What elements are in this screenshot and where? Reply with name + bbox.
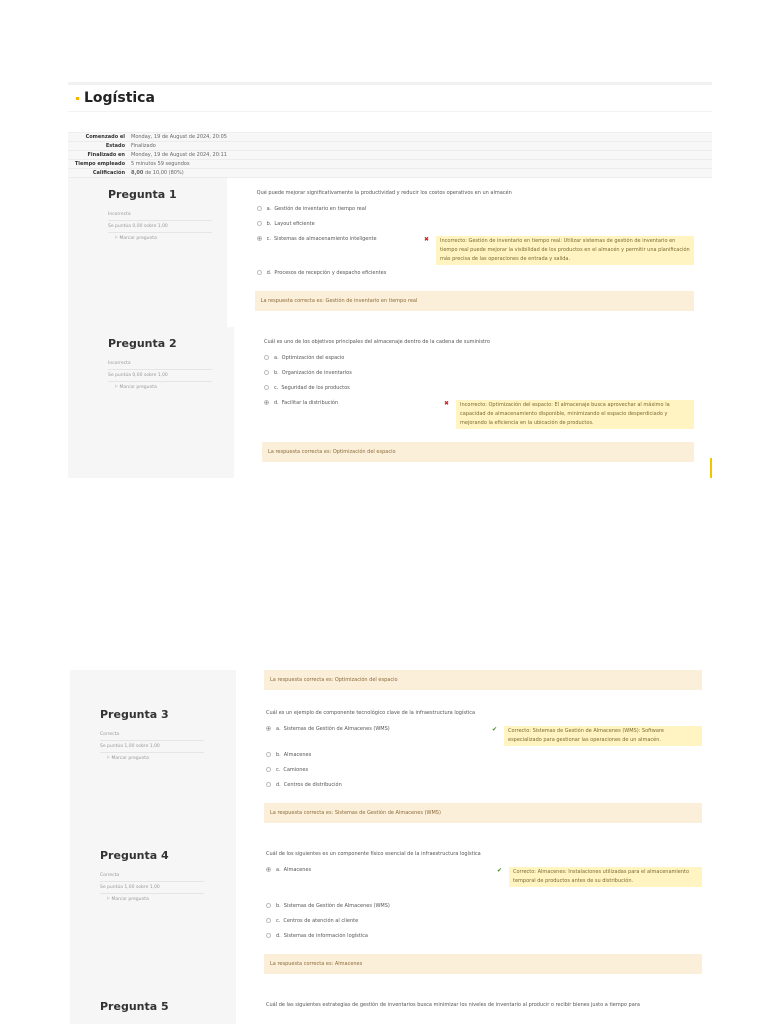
- question-text: Cuál de las siguientes estrategias de gestión de inventarios busca minimizar los niveles de inventario al producir o recibir bienes justo a tiempo para: [266, 1002, 640, 1008]
- summary-row: [68, 151, 712, 160]
- question-info-panel: [70, 698, 236, 839]
- answer-option[interactable]: [266, 918, 702, 933]
- correct-answer-box: La respuesta correcta es: Optimización del espacio: [264, 670, 702, 690]
- incorrect-icon: ✖: [444, 400, 450, 407]
- page-header: [68, 85, 712, 111]
- option-text: Procesos de recepción y despacho eficientes: [274, 270, 387, 276]
- question-content: [236, 990, 720, 1024]
- question-content: [236, 698, 720, 839]
- answer-option[interactable]: [266, 782, 702, 797]
- question-4: [70, 839, 720, 990]
- correct-answer-box: La respuesta correcta es: Sistemas de Gestión de Almacenes (WMS): [264, 803, 702, 823]
- flag-question-link[interactable]: ⚐ Marcar pregunta: [114, 385, 157, 390]
- option-text: Gestión de inventario en tiempo real: [274, 206, 367, 212]
- answer-option-selected[interactable]: [266, 867, 702, 903]
- option-text: Almacenes: [283, 867, 312, 873]
- question-3: [70, 698, 720, 839]
- answer-option[interactable]: [264, 355, 694, 370]
- option-text: Seguridad de los productos: [281, 385, 350, 391]
- feedback: [497, 867, 702, 887]
- option-letter: c.: [276, 767, 281, 773]
- feedback-text: Incorrecto: Optimización del espacio: El almacenaje busca aprovechar al máximo la capacidad de almacenamiento disponible, minimizando el espacio desperdiciado y mejorando la eficiencia en la ubicación de productos.: [456, 400, 694, 429]
- question-text: Qué puede mejorar significativamente la productividad y reducir los costos operativos en un almacén: [256, 190, 512, 196]
- question-status: Incorrecta: [108, 358, 212, 370]
- option-text: Layout eficiente: [274, 221, 315, 227]
- question-content: [234, 327, 712, 478]
- flag-question-label: Marcar pregunta: [111, 756, 149, 761]
- summary-row: [68, 160, 712, 169]
- summary-value: 5 minutos 59 segundos: [128, 160, 712, 169]
- feedback-text: Correcto: Almacenes: Instalaciones utilizadas para el almacenamiento temporal de productos antes de su distribución.: [509, 867, 702, 887]
- option-letter: a.: [266, 206, 272, 212]
- correct-answer-box: La respuesta correcta es: Optimización del espacio: [262, 442, 694, 462]
- question-info-panel: [68, 178, 227, 327]
- question-text: Cuál de los siguientes es un componente físico esencial de la infraestructura logística: [266, 851, 481, 857]
- option-text: Sistemas de almacenamiento inteligente: [274, 236, 377, 242]
- question-content: [227, 178, 712, 327]
- question-text: Cuál es un ejemplo de componente tecnológico clave de la infraestructura logística: [266, 710, 476, 716]
- feedback: [424, 236, 694, 265]
- option-letter: d.: [276, 782, 281, 788]
- radio-button[interactable]: [266, 903, 271, 908]
- option-text: Organización de inventarios: [281, 370, 352, 376]
- option-text: Centros de distribución: [283, 782, 342, 788]
- question-info-panel: [70, 839, 236, 990]
- question-title: Pregunta 2: [108, 337, 177, 350]
- flag-question-link[interactable]: ⚐ Marcar pregunta: [106, 897, 149, 902]
- quiz-review-page-top: [68, 82, 712, 478]
- summary-key: Tiempo empleado: [68, 160, 128, 169]
- incorrect-icon: ✖: [424, 236, 430, 243]
- answer-option[interactable]: [257, 221, 694, 236]
- question-status: Correcta: [100, 729, 204, 741]
- page-title: Logística: [84, 90, 155, 106]
- title-bullet-icon: [76, 97, 79, 100]
- summary-row: [68, 142, 712, 151]
- header-band: [68, 111, 712, 133]
- feedback-text: Correcto: Sistemas de Gestión de Almacenes (WMS): Software especializado para gestionar las operaciones de un almacén.: [504, 726, 702, 746]
- radio-button[interactable]: [257, 270, 262, 275]
- question-text: Cuál es uno de los objetivos principales del almacenaje dentro de la cadena de suministro: [264, 339, 490, 345]
- question-1: [68, 178, 712, 327]
- flag-question-link[interactable]: ⚐ Marcar pregunta: [114, 236, 157, 241]
- feedback: [444, 400, 694, 429]
- option-letter: b.: [274, 370, 279, 376]
- grade-value: 8,00: [131, 170, 144, 176]
- flag-question-link[interactable]: ⚐ Marcar pregunta: [106, 756, 149, 761]
- answer-option-selected[interactable]: [264, 400, 694, 436]
- option-text: Sistemas de información logística: [283, 933, 368, 939]
- answer-option[interactable]: [266, 752, 702, 767]
- quiz-review-page-continued: [70, 670, 720, 1024]
- answer-option[interactable]: [264, 385, 694, 400]
- option-letter: c.: [276, 918, 281, 924]
- scroll-indicator: [710, 458, 712, 478]
- radio-button[interactable]: [266, 918, 271, 923]
- question-2-tail: [70, 670, 720, 698]
- option-letter: c.: [266, 236, 271, 242]
- radio-button[interactable]: [257, 221, 262, 226]
- answer-option-selected[interactable]: [257, 236, 694, 270]
- summary-value: Finalizado: [128, 142, 712, 151]
- question-status: Incorrecta: [108, 209, 212, 221]
- question-5: [70, 990, 720, 1024]
- option-text: Facilitar la distribución: [281, 400, 339, 406]
- radio-button-selected[interactable]: [257, 236, 262, 241]
- question-title: Pregunta 5: [100, 1000, 169, 1013]
- flag-question-label: Marcar pregunta: [119, 385, 157, 390]
- flag-question-label: Marcar pregunta: [111, 897, 149, 902]
- summary-row: [68, 133, 712, 142]
- feedback: [492, 726, 702, 746]
- flag-question-label: Marcar pregunta: [119, 236, 157, 241]
- grade-total: de 10,00 (80%): [144, 170, 184, 176]
- question-info-panel: [70, 990, 236, 1024]
- summary-key: Calificación: [68, 169, 128, 178]
- summary-key: Comenzado el: [68, 133, 128, 142]
- question-2: [68, 327, 712, 478]
- radio-button[interactable]: [266, 933, 271, 938]
- radio-button[interactable]: [266, 782, 271, 787]
- answer-option[interactable]: [257, 206, 694, 221]
- option-text: Camiones: [283, 767, 309, 773]
- radio-button-selected[interactable]: [266, 867, 271, 872]
- answer-option-selected[interactable]: [266, 726, 702, 752]
- option-letter: b.: [276, 903, 281, 909]
- correct-check-icon: ✔: [492, 726, 498, 733]
- question-score: Se puntúa 1,00 sobre 1,00: [100, 882, 204, 894]
- radio-button[interactable]: [266, 767, 271, 772]
- question-title: Pregunta 4: [100, 849, 169, 862]
- option-letter: a.: [276, 726, 281, 732]
- option-letter: d.: [274, 400, 279, 406]
- question-info-panel: [68, 327, 234, 478]
- radio-button[interactable]: [264, 370, 269, 375]
- feedback-text: Incorrecto: Gestión de inventario en tiempo real: Utilizar sistemas de gestión de inventario en tiempo real puede mejorar la visibilidad de los productos en el almacén y permitir una planificación más precisa de las operaciones de entrada y salida.: [436, 236, 694, 265]
- summary-key: Estado: [68, 142, 128, 151]
- option-letter: b.: [266, 221, 272, 227]
- radio-button-selected[interactable]: [264, 400, 269, 405]
- answer-option[interactable]: [264, 370, 694, 385]
- summary-value: Monday, 19 de August de 2024, 20:05: [128, 133, 712, 142]
- question-score: Se puntúa 0,00 sobre 1,00: [108, 221, 212, 233]
- summary-row: [68, 169, 712, 178]
- option-letter: c.: [274, 385, 279, 391]
- question-content: [236, 839, 720, 990]
- option-letter: a.: [274, 355, 279, 361]
- summary-value: Monday, 19 de August de 2024, 20:11: [128, 151, 712, 160]
- answer-option[interactable]: [257, 270, 694, 285]
- answer-option[interactable]: [266, 903, 702, 918]
- option-text: Sistemas de Gestión de Almacenes (WMS): [283, 903, 390, 909]
- question-score: Se puntúa 1,00 sobre 1,00: [100, 741, 204, 753]
- answer-option[interactable]: [266, 767, 702, 782]
- attempt-summary-table: [68, 133, 712, 178]
- summary-key: Finalizado en: [68, 151, 128, 160]
- option-text: Sistemas de Gestión de Almacenes (WMS): [283, 726, 390, 732]
- correct-answer-box: La respuesta correcta es: Almacenes: [264, 954, 702, 974]
- option-text: Centros de atención al cliente: [283, 918, 359, 924]
- question-score: Se puntúa 0,00 sobre 1,00: [108, 370, 212, 382]
- question-content: [236, 670, 720, 698]
- correct-check-icon: ✔: [497, 867, 503, 874]
- summary-value: [128, 169, 712, 178]
- answer-option[interactable]: [266, 933, 702, 948]
- question-status: Correcta: [100, 870, 204, 882]
- question-title: Pregunta 3: [100, 708, 169, 721]
- radio-button[interactable]: [257, 206, 262, 211]
- option-text: Optimización del espacio: [281, 355, 345, 361]
- option-letter: d.: [266, 270, 272, 276]
- option-text: Almacenes: [283, 752, 312, 758]
- radio-button[interactable]: [264, 355, 269, 360]
- radio-button[interactable]: [264, 385, 269, 390]
- question-info-panel: [70, 670, 236, 698]
- radio-button[interactable]: [266, 752, 271, 757]
- option-letter: d.: [276, 933, 281, 939]
- radio-button-selected[interactable]: [266, 726, 271, 731]
- option-letter: a.: [276, 867, 281, 873]
- correct-answer-box: La respuesta correcta es: Gestión de inventario en tiempo real: [255, 291, 694, 311]
- question-title: Pregunta 1: [108, 188, 177, 201]
- option-letter: b.: [276, 752, 281, 758]
